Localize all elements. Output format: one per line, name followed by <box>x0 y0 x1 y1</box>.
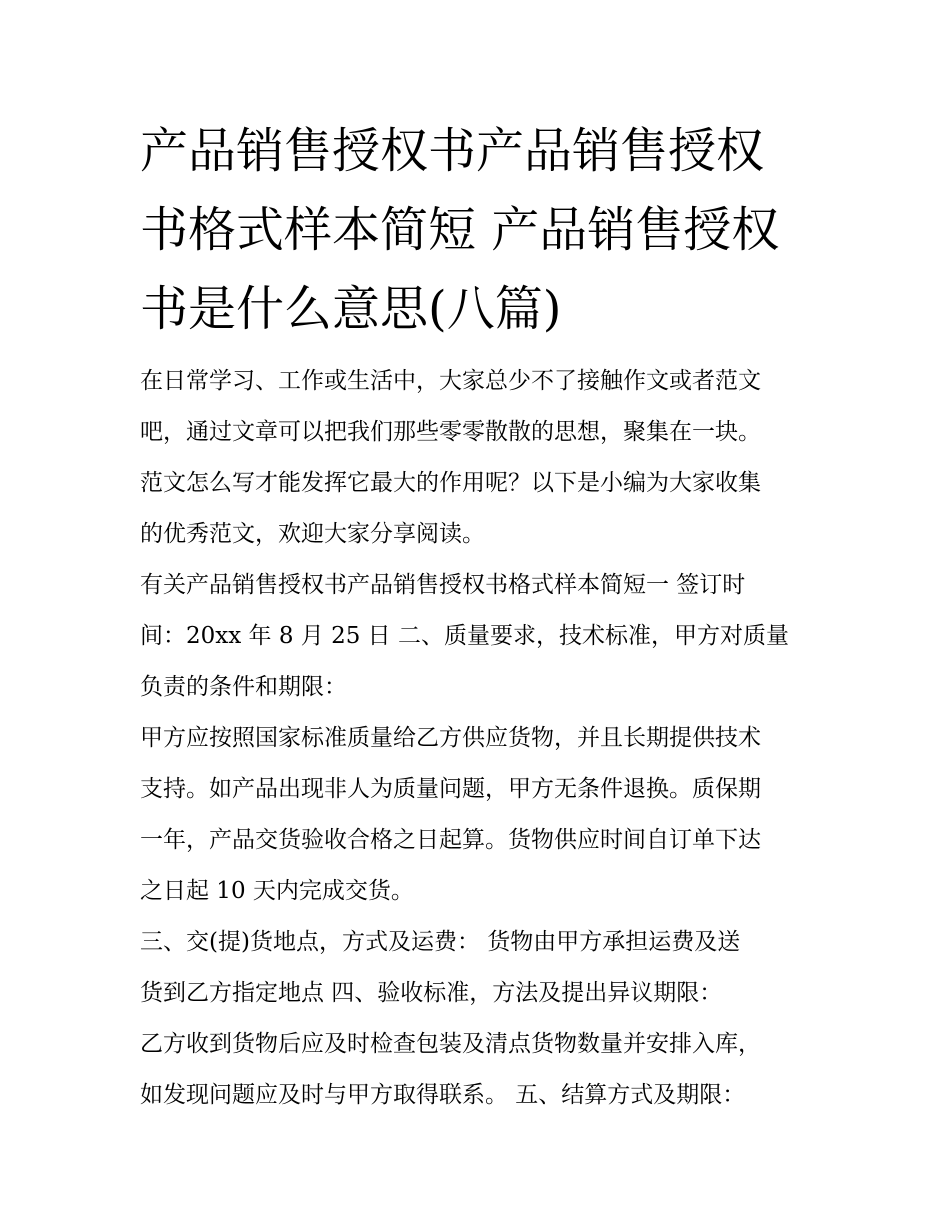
text-line: 甲方应按照国家标准质量给乙方供应货物，并且长期提供技术 <box>140 725 761 751</box>
text-line: 在日常学习、工作或生活中，大家总少不了接触作文或者范文 <box>140 368 761 394</box>
text-line: 吧，通过文章可以把我们那些零零散散的思想，聚集在一块。 <box>140 419 761 445</box>
paragraph-acceptance <box>140 1019 830 1121</box>
text-line: 货到乙方指定地点 四、验收标准，方法及提出异议期限： <box>140 980 723 1006</box>
text-line: 支持。如产品出现非人为质量问题，甲方无条件退换。质保期 <box>140 776 761 802</box>
text-line: 三、交(提)货地点，方式及运费： 货物由甲方承担运费及送 <box>140 929 741 955</box>
text-line: 的优秀范文，欢迎大家分享阅读。 <box>140 521 485 547</box>
text-line: 如发现问题应及时与甲方取得联系。 五、结算方式及期限： <box>140 1082 746 1108</box>
paragraph-intro <box>140 356 830 560</box>
text-line: 范文怎么写才能发挥它最大的作用呢？以下是小编为大家收集 <box>140 470 761 496</box>
text-line: 一年，产品交货验收合格之日起算。货物供应时间自订单下达 <box>140 827 761 853</box>
text-line: 间：20xx 年 8 月 25 日 二、质量要求，技术标准，甲方对质量 <box>140 623 789 649</box>
paragraph-delivery <box>140 917 830 1019</box>
paragraph-signing-time <box>140 560 830 713</box>
title-line: 产品销售授权书产品销售授权 <box>140 123 765 179</box>
document-title <box>140 112 830 349</box>
title-line: 书格式样本简短 产品销售授权 <box>140 202 780 258</box>
text-line: 负责的条件和期限： <box>140 674 347 700</box>
text-line: 乙方收到货物后应及时检查包装及清点货物数量并安排入库， <box>140 1031 761 1057</box>
text-line: 有关产品销售授权书产品销售授权书格式样本简短一 签订时 <box>140 572 746 598</box>
text-line: 之日起 10 天内完成交货。 <box>140 878 414 904</box>
paragraph-quality <box>140 713 830 917</box>
title-line: 书是什么意思(八篇) <box>140 281 562 337</box>
document-body <box>140 356 830 1121</box>
